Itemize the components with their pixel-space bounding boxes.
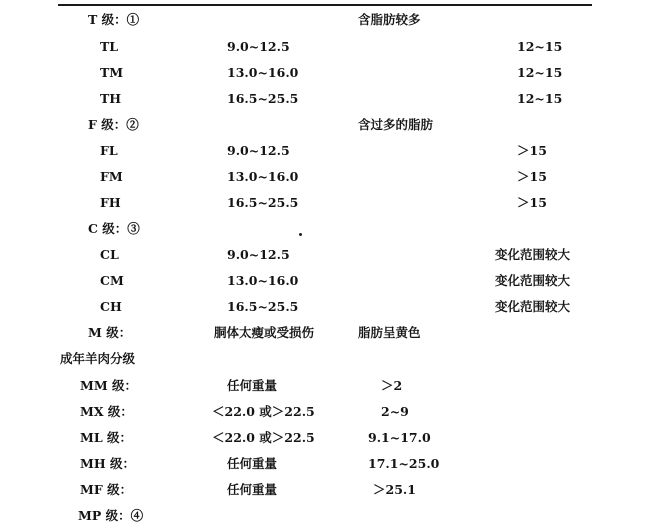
mutton-grade-code: MX 级： bbox=[80, 404, 133, 419]
fat-note: 变化范围较大 bbox=[495, 247, 571, 262]
fat-value: ＞2 bbox=[381, 378, 403, 393]
fat-value: 9.1~17.0 bbox=[368, 430, 431, 445]
mutton-grade-code: MP 级：④ bbox=[78, 508, 144, 523]
sub-grade-code: TH bbox=[100, 91, 122, 106]
sub-grade-code: CL bbox=[100, 247, 119, 262]
table-row-tm bbox=[0, 63, 653, 83]
grade-label: C 级：③ bbox=[88, 221, 140, 236]
fat-value: ＞15 bbox=[517, 143, 547, 158]
table-row-mh bbox=[0, 454, 653, 474]
fat-value: ＞15 bbox=[517, 195, 547, 210]
fat-value: 2~9 bbox=[381, 404, 409, 419]
grade-label: F 级：② bbox=[88, 117, 139, 132]
weight-range: 16.5~25.5 bbox=[227, 91, 299, 106]
sub-grade-code: TM bbox=[100, 65, 124, 80]
fat-value: ＞25.1 bbox=[373, 482, 416, 497]
weight-range: 9.0~12.5 bbox=[227, 39, 290, 54]
grade-header-row-c bbox=[0, 219, 653, 239]
table-row-th bbox=[0, 89, 653, 109]
mutton-grade-code: MM 级： bbox=[80, 378, 138, 393]
table-row-fh bbox=[0, 193, 653, 213]
weight-range: 16.5~25.5 bbox=[227, 299, 299, 314]
grade-label: M 级： bbox=[88, 325, 132, 340]
carcass-condition: 胴体太瘦或受损伤 bbox=[214, 325, 315, 340]
grade-label: T 级：① bbox=[88, 12, 140, 27]
grade-description: 含脂肪较多 bbox=[358, 12, 421, 27]
weight-range: 16.5~25.5 bbox=[227, 195, 299, 210]
fat-value: 12~15 bbox=[517, 91, 563, 106]
sub-grade-code: CH bbox=[100, 299, 122, 314]
table-row-fl bbox=[0, 141, 653, 161]
sub-grade-code: TL bbox=[100, 39, 119, 54]
table-row-cm bbox=[0, 271, 653, 291]
weight-range: 13.0~16.0 bbox=[227, 169, 299, 184]
table-row-ml bbox=[0, 428, 653, 448]
table-row-tl bbox=[0, 37, 653, 57]
sub-grade-code: FL bbox=[100, 143, 118, 158]
table-row-mx bbox=[0, 402, 653, 422]
fat-color-note: 脂肪呈黄色 bbox=[358, 325, 421, 340]
stray-dot-mark bbox=[299, 233, 302, 236]
section-title-row bbox=[0, 349, 653, 369]
weight-range: 任何重量 bbox=[227, 482, 278, 497]
fat-value: 12~15 bbox=[517, 39, 563, 54]
weight-range: ＜22.0 或＞22.5 bbox=[212, 430, 315, 445]
table-row-cl bbox=[0, 245, 653, 265]
table-row-mf bbox=[0, 480, 653, 500]
weight-range: 13.0~16.0 bbox=[227, 273, 299, 288]
table-row-fm bbox=[0, 167, 653, 187]
weight-range: 任何重量 bbox=[227, 378, 278, 393]
sub-grade-code: FH bbox=[100, 195, 121, 210]
mutton-grade-code: MH 级： bbox=[80, 456, 135, 471]
grade-header-row-f bbox=[0, 115, 653, 135]
fat-note: 变化范围较大 bbox=[495, 273, 571, 288]
weight-range: 9.0~12.5 bbox=[227, 247, 290, 262]
weight-range: 13.0~16.0 bbox=[227, 65, 299, 80]
mutton-grade-code: MF 级： bbox=[80, 482, 133, 497]
fat-value: 17.1~25.0 bbox=[368, 456, 440, 471]
table-row-mm bbox=[0, 376, 653, 396]
mutton-grade-code: ML 级： bbox=[80, 430, 132, 445]
sub-grade-code: CM bbox=[100, 273, 124, 288]
grade-header-row-m bbox=[0, 323, 653, 343]
weight-range: 任何重量 bbox=[227, 456, 278, 471]
table-row-ch bbox=[0, 297, 653, 317]
sub-grade-code: FM bbox=[100, 169, 123, 184]
fat-value: ＞15 bbox=[517, 169, 547, 184]
weight-range: 9.0~12.5 bbox=[227, 143, 290, 158]
fat-note: 变化范围较大 bbox=[495, 299, 571, 314]
grade-description: 含过多的脂肪 bbox=[358, 117, 434, 132]
grade-header-row-t bbox=[0, 10, 653, 30]
table-top-rule bbox=[58, 4, 592, 6]
weight-range: ＜22.0 或＞22.5 bbox=[212, 404, 315, 419]
fat-value: 12~15 bbox=[517, 65, 563, 80]
table-row-mp bbox=[0, 506, 653, 526]
section-title: 成年羊肉分级 bbox=[60, 351, 136, 366]
